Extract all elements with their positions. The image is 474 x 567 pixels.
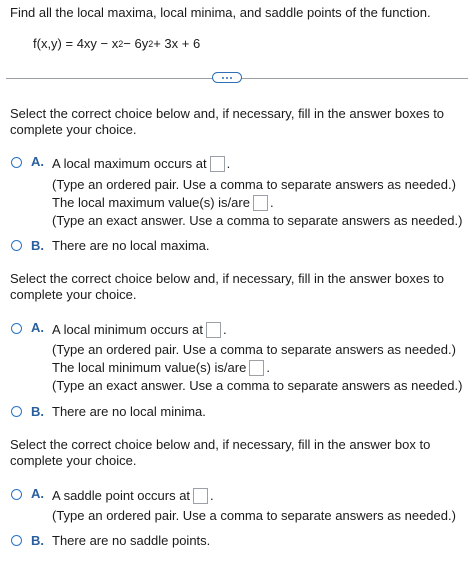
hint-exact-answer: (Type an exact answer. Use a comma to separate answers as needed.) xyxy=(52,378,463,393)
instruction-minima: Select the correct choice below and, if necessary, fill in the answer boxes to complete your choice. xyxy=(10,271,445,302)
choice-min-a-line3 xyxy=(52,360,270,376)
hint-ordered-pair: (Type an ordered pair. Use a comma to separate answers as needed.) xyxy=(52,342,456,357)
choice-text: The local minimum value(s) is/are xyxy=(52,360,247,375)
function-lhs: f(x,y) = 4xy − x xyxy=(33,36,119,51)
choice-letter: A. xyxy=(31,486,44,501)
answer-box-max-point[interactable] xyxy=(210,156,225,172)
choice-letter: B. xyxy=(31,238,44,253)
ellipsis-icon xyxy=(226,77,228,79)
choice-min-a-line1 xyxy=(52,322,227,338)
choice-max-a-line3 xyxy=(52,195,274,211)
choice-letter: B. xyxy=(31,533,44,548)
choice-letter: A. xyxy=(31,154,44,169)
question-prompt: Find all the local maxima, local minima, and saddle points of the function. xyxy=(10,5,431,20)
answer-box-min-value[interactable] xyxy=(249,360,264,376)
function-rhs: + 3x + 6 xyxy=(153,36,201,51)
function-expression xyxy=(33,36,200,51)
exponent-y: 2 xyxy=(148,39,154,49)
radio-min-a[interactable] xyxy=(11,323,22,334)
radio-saddle-a[interactable] xyxy=(11,489,22,500)
choice-saddle-a-line1 xyxy=(52,488,214,504)
choice-max-b-text: There are no local maxima. xyxy=(52,238,210,253)
radio-max-b[interactable] xyxy=(11,240,22,251)
expand-button[interactable] xyxy=(212,72,242,83)
choice-text: A local maximum occurs at xyxy=(52,156,207,171)
instruction-saddle: Select the correct choice below and, if necessary, fill in the answer box to complete your choice. xyxy=(10,437,431,468)
function-mid: − 6y xyxy=(123,36,149,51)
answer-box-saddle-point[interactable] xyxy=(193,488,208,504)
exponent-x: 2 xyxy=(118,39,124,49)
choice-saddle-b-text: There are no saddle points. xyxy=(52,533,211,548)
period: . xyxy=(223,322,227,337)
period: . xyxy=(266,360,270,375)
hint-ordered-pair: (Type an ordered pair. Use a comma to separate answers as needed.) xyxy=(52,508,456,523)
hint-ordered-pair: (Type an ordered pair. Use a comma to separate answers as needed.) xyxy=(52,177,456,192)
choice-max-a-line1 xyxy=(52,156,230,172)
period: . xyxy=(226,156,231,171)
ellipsis-icon xyxy=(222,77,224,79)
choice-min-b-text: There are no local minima. xyxy=(52,404,206,419)
answer-box-max-value[interactable] xyxy=(253,195,268,211)
instruction-maxima: Select the correct choice below and, if necessary, fill in the answer boxes to complete your choice. xyxy=(10,106,445,137)
choice-text: A local minimum occurs at xyxy=(52,322,203,337)
answer-box-min-point[interactable] xyxy=(206,322,221,338)
choice-letter: A. xyxy=(31,320,44,335)
ellipsis-icon xyxy=(230,77,232,79)
choice-letter: B. xyxy=(31,404,44,419)
radio-min-b[interactable] xyxy=(11,406,22,417)
choice-text: A saddle point occurs at xyxy=(52,488,191,503)
hint-exact-answer: (Type an exact answer. Use a comma to separate answers as needed.) xyxy=(52,213,463,228)
radio-max-a[interactable] xyxy=(11,157,22,168)
period: . xyxy=(269,195,274,210)
choice-text: The local maximum value(s) is/are xyxy=(52,195,250,210)
period: . xyxy=(210,488,214,503)
radio-saddle-b[interactable] xyxy=(11,535,22,546)
